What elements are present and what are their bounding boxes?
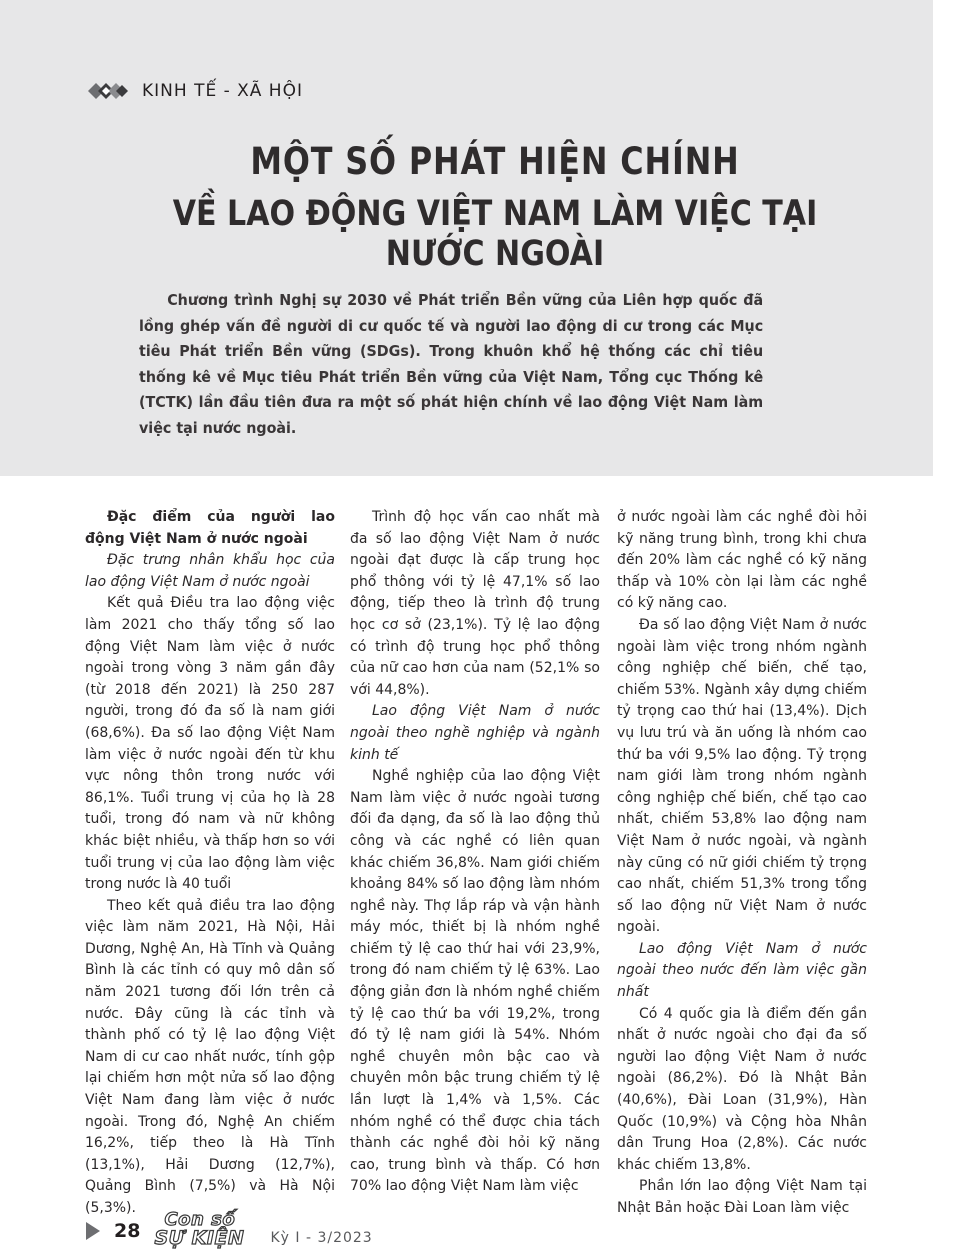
paragraph: Kết quả Điều tra lao động việc làm 2021 cho thấy tổng số lao động Việt Nam làm việc ở nước ngoài trong vòng 3 năm gần đây (từ 2018 đến 2021) là 250 287 người, trong đó đa số là nam giới (68,6%). Đa số lao động Việt Nam làm việc ở nước ngoài đến từ khu vực nông thôn trong nước với 86,1%. Tuổi trung vị của họ là 28 tuổi, trong đó nam và nữ không khác biệt nhiều, và thấp hơn so với tuổi trung vị của lao động làm việc trong nước là 40 tuổi — [85, 595, 335, 893]
paragraph: Nghề nghiệp của lao động Việt Nam làm việc ở nước ngoài tương đối đa dạng, đa số là lao động thủ công và các nghề có liên quan khác chiếm 36,8%. Nam giới chiếm khoảng 84% số lao động làm nhóm nghề này. Thợ lắp ráp và vận hành máy móc, thiết bị là nhóm nghề chiếm tỷ lệ cao thứ hai với 23,9%, trong đó nam chiếm tỷ lệ 63%. Lao động giản đơn là nhóm nghề chiếm tỷ lệ cao thứ ba với 19,2%, trong đó tỷ lệ nam giới là 54%. Nhóm nghề chuyên môn bậc cao và chuyên môn bậc trung chiếm tỷ lệ lần lượt là 1,4% và 1,5%. Các nhóm nghề có thể được chia tách thành các nghề đòi hỏi kỹ năng cao, trung bình và thấp. Có hơn 70% lao động Việt Nam làm việc — [350, 768, 600, 1195]
column-3 — [617, 507, 867, 1220]
page-number: 28 — [114, 1220, 141, 1242]
paragraph: Phần lớn lao động Việt Nam tại Nhật Bản hoặc Đài Loan làm việc — [617, 1178, 867, 1216]
column-1 — [85, 507, 335, 1220]
page-margin — [933, 0, 969, 1254]
paragraph: Đa số lao động Việt Nam ở nước ngoài làm việc trong nhóm ngành công nghiệp chế biến, chế tạo, chiếm 53%. Ngành xây dựng chiếm tỷ trọng cao thứ hai (13,4%). Dịch vụ lưu trú và ăn uống là nhóm cao thứ ba với 9,5% lao động. Tỷ trọng nam giới làm trong nhóm ngành công nghiệp chế biến, chế tạo cao nhất, chiếm 53,8% lao động nam Việt Nam ở nước ngoài, và ngành này cũng có nữ giới chiếm tỷ trọng cao nhất, chiếm 51,3% trong tổng số lao động nữ Việt Nam ở nước ngoài. — [617, 616, 867, 936]
paragraph: Trình độ học vấn cao nhất mà đa số lao động Việt Nam ở nước ngoài đạt được là cấp trung học phổ thông với tỷ lệ 47,1% số lao động, tiếp theo là trình độ trung học cơ sở (23,1%). Tỷ lệ lao động có trình độ trung học phổ thông của nữ cao hơn của nam (52,1% so với 44,8%). — [350, 509, 600, 698]
column-2 — [350, 507, 600, 1198]
magazine-logo — [154, 1209, 266, 1249]
paragraph: Có 4 quốc gia là điểm đến gần nhất ở nước ngoài cho đại đa số người lao động Việt Nam ở nước ngoài (86,2%). Đó là Nhật Bản (40,6%), Đài Loan (31,9%), Hàn Quốc (10,9%) và Cộng hòa Nhân dân Trung Hoa (2,8%). Các nước khác chiếm 13,8%. — [617, 1005, 867, 1173]
subheading: Lao động Việt Nam ở nước ngoài theo nghề nghiệp và ngành kinh tế — [350, 703, 600, 763]
paragraph: Theo kết quả điều tra lao động việc làm năm 2021, Hà Nội, Hải Dương, Nghệ An, Hà Tĩnh và Quảng Bình là các tỉnh có quy mô dân số năm 2021 tương đối lớn trên cả nước. Đây cũng là các tỉnh và thành phố có tỷ lệ lao động Việt Nam di cư cao nhất nước, tính gộp lại chiếm hơn một nửa số lao động Việt Nam đang làm việc ở nước ngoài. Trong đó, Nghệ An chiếm 16,2%, tiếp theo là Hà Tĩnh (13,1%), Hải Dương (12,7%), Quảng Bình (7,5%) và Hà Nội (5,3%). — [85, 897, 335, 1216]
page-footer — [86, 1209, 373, 1249]
magazine-logo-bottom: SỰ KIỆN — [154, 1227, 245, 1249]
article-title-line-1: MỘT SỐ PHÁT HIỆN CHÍNH — [250, 140, 740, 183]
section-label: KINH TẾ - XÃ HỘI — [142, 81, 303, 101]
magazine-logo-top: Con số — [164, 1209, 236, 1230]
lead-paragraph: Chương trình Nghị sự 2030 về Phát triển Bền vững của Liên hợp quốc đã lồng ghép vấn đề người di cư quốc tế và người lao động di cư trong các Mục tiêu Phát triển Bền vững (SDGs). Trong khuôn khổ hệ thống các chỉ tiêu thống kê về Mục tiêu Phát triển Bền vững của Việt Nam, Tổng cục Thống kê (TCTK) lần đầu tiên đưa ra một số phát hiện chính về lao động Việt Nam làm việc tại nước ngoài. — [139, 291, 764, 437]
section-diamond-icon — [88, 78, 130, 104]
subheading: Lao động Việt Nam ở nước ngoài theo nước đến làm việc gần nhất — [617, 940, 867, 1001]
footer-arrow-icon — [86, 1222, 100, 1240]
paragraph: ở nước ngoài làm các nghề đòi hỏi kỹ năng trung bình, trong khi chưa đến 20% làm các nghề có kỹ năng thấp và 10% còn lại làm các nghề có kỹ năng cao. — [617, 509, 867, 612]
issue-label: Kỳ I - 3/2023 — [270, 1230, 373, 1246]
subheading: Đặc trưng nhân khẩu học của lao động Việt Nam ở nước ngoài — [85, 552, 335, 590]
section-tag — [88, 78, 303, 104]
article-title-line-2: VỀ LAO ĐỘNG VIỆT NAM LÀM VIỆC TẠI NƯỚC NGOÀI — [172, 194, 818, 274]
section-heading: Đặc điểm của người lao động Việt Nam ở nước ngoài — [85, 509, 335, 547]
